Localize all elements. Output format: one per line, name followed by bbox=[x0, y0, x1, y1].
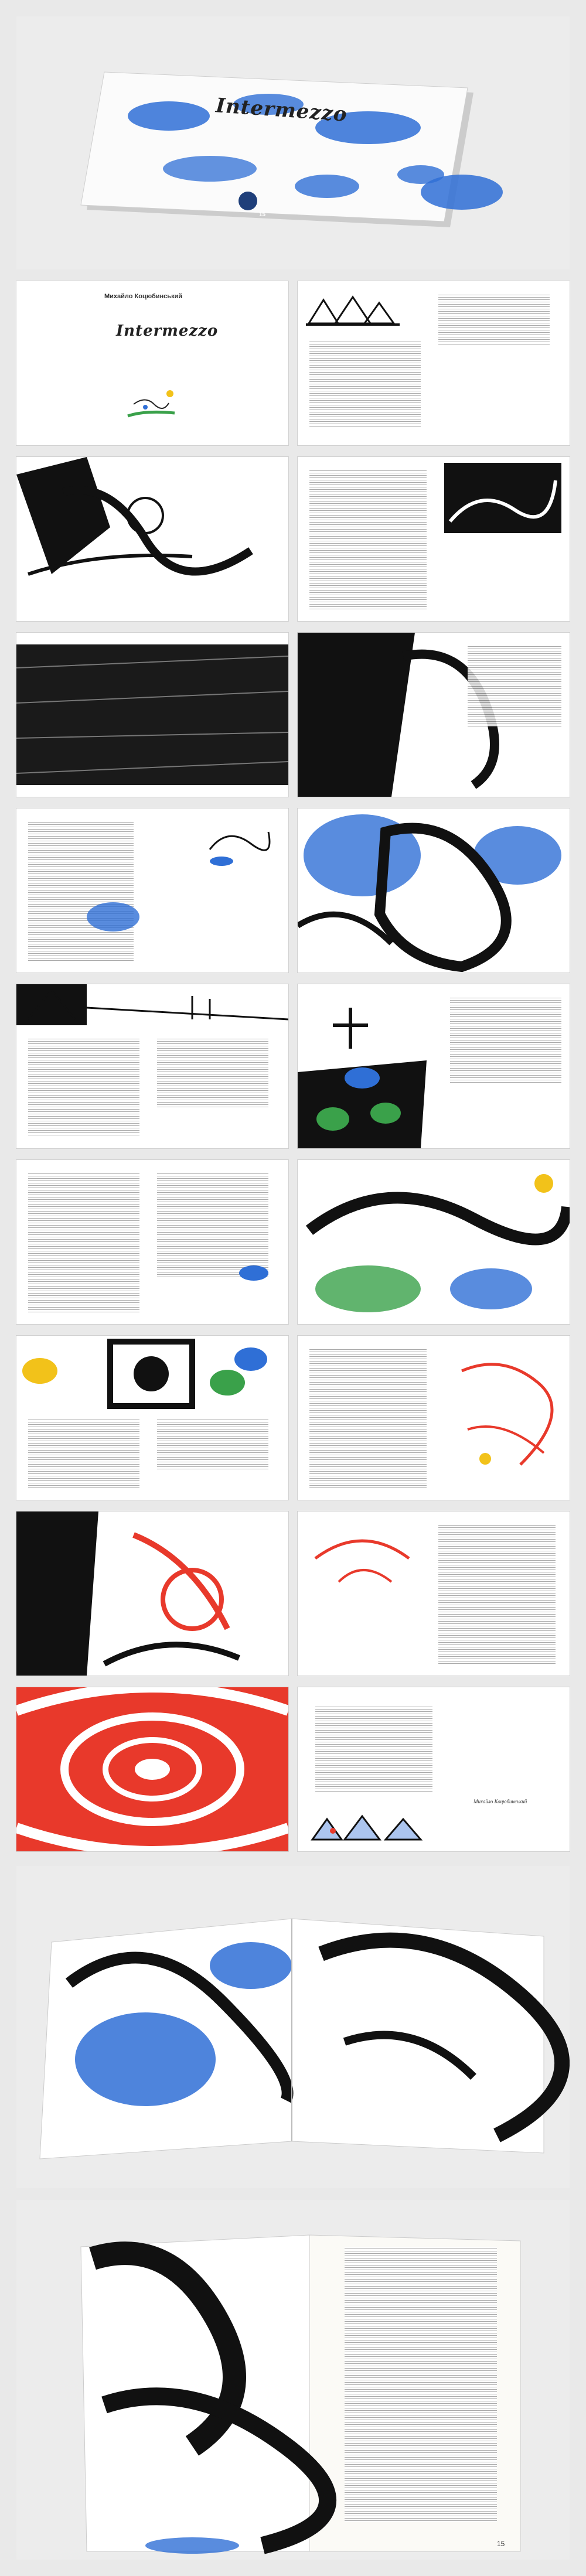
illustration-page-9 bbox=[16, 1336, 288, 1500]
illustration-page-10 bbox=[298, 1336, 570, 1500]
open-book-mockup-2 bbox=[16, 2200, 570, 2560]
swirl-illustration bbox=[298, 1160, 570, 1324]
signature: Михайло Коцюбинський bbox=[473, 1799, 527, 1804]
village-color-sketch bbox=[309, 1804, 427, 1845]
red-face-illustration bbox=[16, 1512, 288, 1676]
red-figure-illustration bbox=[450, 1347, 556, 1488]
title-page bbox=[16, 281, 288, 445]
spread-7 bbox=[16, 1336, 570, 1500]
cover-mockup-panel bbox=[16, 16, 570, 269]
illustration-page-2 bbox=[16, 457, 288, 621]
text-column-n bbox=[438, 1523, 556, 1664]
dark-scribble-illustration bbox=[16, 633, 288, 797]
illustration-page-3 bbox=[16, 633, 288, 797]
open-book-mockup-1 bbox=[16, 1866, 570, 2188]
blue-dot bbox=[239, 1265, 268, 1281]
red-flower-illustration bbox=[304, 1523, 421, 1594]
spread-title bbox=[16, 281, 570, 445]
text-page-8 bbox=[298, 1512, 570, 1676]
spread-3 bbox=[16, 633, 570, 797]
illustration-page-4 bbox=[298, 633, 570, 797]
illustration-page-5 bbox=[298, 808, 570, 973]
illustration-page-11 bbox=[16, 1512, 288, 1676]
text-column-d bbox=[468, 644, 561, 726]
illustration-page-8 bbox=[298, 1160, 570, 1324]
text-column-c bbox=[309, 469, 427, 609]
mockup-text-column bbox=[345, 2247, 497, 2522]
blue-paint-blob bbox=[87, 902, 139, 932]
text-column-b bbox=[438, 293, 550, 346]
illustration-page-7 bbox=[298, 984, 570, 1148]
bird-sketch bbox=[204, 814, 274, 873]
text-column-l bbox=[157, 1418, 268, 1470]
text-column-o bbox=[315, 1705, 432, 1793]
illustration-page-6 bbox=[16, 984, 288, 1148]
small-figure-illustration bbox=[122, 387, 180, 428]
spread-8 bbox=[16, 1512, 570, 1676]
text-column-f bbox=[28, 1037, 139, 1137]
text-column-k bbox=[28, 1418, 139, 1488]
face-illustration bbox=[298, 808, 570, 973]
red-eye-illustration bbox=[16, 1687, 288, 1851]
cover-badge: 15 bbox=[259, 211, 266, 218]
cover-title: Intermezzo bbox=[214, 94, 348, 127]
ink-crowd-illustration bbox=[444, 463, 561, 533]
illustration-page-12 bbox=[16, 1687, 288, 1851]
spread-2 bbox=[16, 457, 570, 621]
text-page-2 bbox=[298, 457, 570, 621]
text-column-m bbox=[309, 1347, 427, 1488]
text-column-h bbox=[450, 996, 561, 1084]
final-text-page bbox=[298, 1687, 570, 1851]
cover-book-illustration bbox=[16, 16, 570, 269]
spread-9 bbox=[16, 1687, 570, 1851]
text-column-a bbox=[309, 340, 421, 428]
text-page-6 bbox=[16, 1160, 288, 1324]
text-column-g bbox=[157, 1037, 268, 1107]
mockup-page-number: 15 bbox=[497, 2540, 505, 2548]
text-page-4 bbox=[16, 808, 288, 973]
village-sketch bbox=[306, 288, 400, 329]
title-page-title: Intermezzo bbox=[116, 322, 219, 340]
text-column-e bbox=[28, 820, 134, 961]
text-column-i bbox=[28, 1172, 139, 1312]
text-page-1 bbox=[298, 281, 570, 445]
spread-6 bbox=[16, 1160, 570, 1324]
spread-4 bbox=[16, 808, 570, 973]
open-book-illustration-1 bbox=[16, 1866, 570, 2188]
author-name: Михайло Коцюбинський bbox=[104, 293, 183, 300]
ink-figures-illustration bbox=[16, 457, 288, 621]
spread-5 bbox=[16, 984, 570, 1148]
text-column-j bbox=[157, 1172, 268, 1277]
